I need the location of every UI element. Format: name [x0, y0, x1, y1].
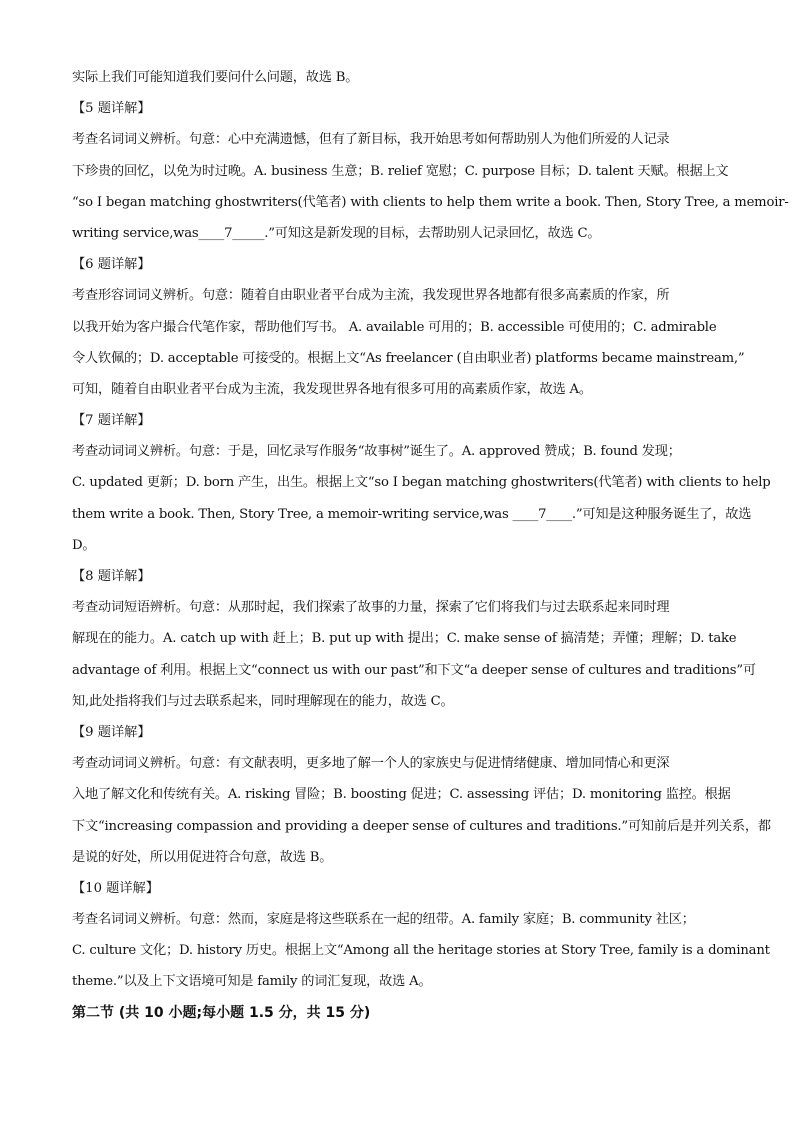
paragraph-line: 考查动词词义辨析。句意：于是，回忆录写作服务“故事树”诞生了。A. approved 赞成；B. found 发现； [72, 444, 681, 460]
paragraph-line: 考查名词词义辨析。句意：然而，家庭是将这些联系在一起的纽带。A. family 家庭；B. community 社区； [72, 912, 695, 928]
paragraph-line: C. culture 文化；D. history 历史。根据上文“Among all the heritage stories at Story Tree, family is a dominant [72, 943, 770, 959]
paragraph-line: 可知，随着自由职业者平台成为主流，我发现世界各地有很多可用的高素质作家，故选 A。 [72, 381, 592, 397]
paragraph-line: 考查动词词义辨析。句意：有文献表明，更多地了解一个人的家族史与促进情绪健康、增加同情心和更深 [72, 756, 670, 772]
paragraph-line: 解现在的能力。A. catch up with 赶上；B. put up with 提出；C. make sense of 搞清楚；弄懂；理解；D. take [72, 631, 737, 647]
paragraph-line: 下珍贵的回忆，以免为时过晚。A. business 生意；B. relief 宽慰；C. purpose 目标；D. talent 天赋。根据上文 [72, 163, 729, 179]
paragraph-line: 考查动词短语辨析。句意：从那时起，我们探索了故事的力量，探索了它们将我们与过去联系起来同时理 [72, 600, 670, 616]
paragraph-line: 下文“increasing compassion and providing a deeper sense of cultures and traditions.”可知前后是并列关系，都 [72, 818, 771, 834]
question-6-heading: 【6 题详解】 [72, 257, 151, 273]
question-7-heading: 【7 题详解】 [72, 413, 151, 429]
paragraph-line: them write a book. Then, Story Tree, a memoir-writing service,was ____7____.”可知是这种服务诞生了，故选 [72, 506, 752, 522]
paragraph-line: 以我开始为客户撮合代笔作家，帮助他们写书。 A. available 可用的；B. accessible 可使用的；C. admirable [72, 319, 717, 335]
paragraph-line: theme.”以及上下文语境可知是 family 的词汇复现，故选 A。 [72, 974, 432, 990]
paragraph-line: 考查形容词词义辨析。句意：随着自由职业者平台成为主流，我发现世界各地都有很多高素质的作家，所 [72, 288, 670, 304]
paragraph-line: writing service,was____7_____.”可知这是新发现的目标，去帮助别人记录回忆，故选 C。 [72, 225, 601, 241]
document-page [72, 62, 789, 1029]
question-9-heading: 【9 题详解】 [72, 724, 151, 740]
paragraph-line: “so I began matching ghostwriters(代笔者) with clients to help them write a book. Then, Story Tree, a memoir- [72, 194, 789, 210]
paragraph-line: 知,此处指将我们与过去联系起来，同时理解现在的能力，故选 C。 [72, 693, 454, 709]
paragraph-line: 入地了解文化和传统有关。A. risking 冒险；B. boosting 促进；C. assessing 评估；D. monitoring 监控。根据 [72, 787, 731, 803]
question-8-heading: 【8 题详解】 [72, 569, 151, 584]
paragraph-line: D。 [72, 537, 96, 553]
paragraph-line: C. updated 更新；D. born 产生，出生。根据上文“so I began matching ghostwriters(代笔者) with clients to help [72, 475, 771, 491]
section-title: 第二节 (共 10 小题;每小题 1.5 分，共 15 分) [72, 1004, 371, 1021]
paragraph-line: 考查名词词义辨析。句意：心中充满遗憾，但有了新目标，我开始思考如何帮助别人为他们所爱的人记录 [72, 132, 670, 148]
paragraph-line: advantage of 利用。根据上文“connect us with our past”和下文“a deeper sense of cultures and traditions”可 [72, 662, 756, 678]
paragraph-line: 是说的好处，所以用促进符合句意，故选 B。 [72, 849, 333, 865]
question-5-heading: 【5 题详解】 [72, 101, 151, 117]
paragraph-line: 令人钦佩的；D. acceptable 可接受的。根据上文“As freelancer (自由职业者) platforms became mainstream,” [72, 350, 745, 366]
question-10-heading: 【10 题详解】 [72, 880, 159, 896]
paragraph-line: 实际上我们可能知道我们要问什么问题，故选 B。 [72, 70, 359, 85]
